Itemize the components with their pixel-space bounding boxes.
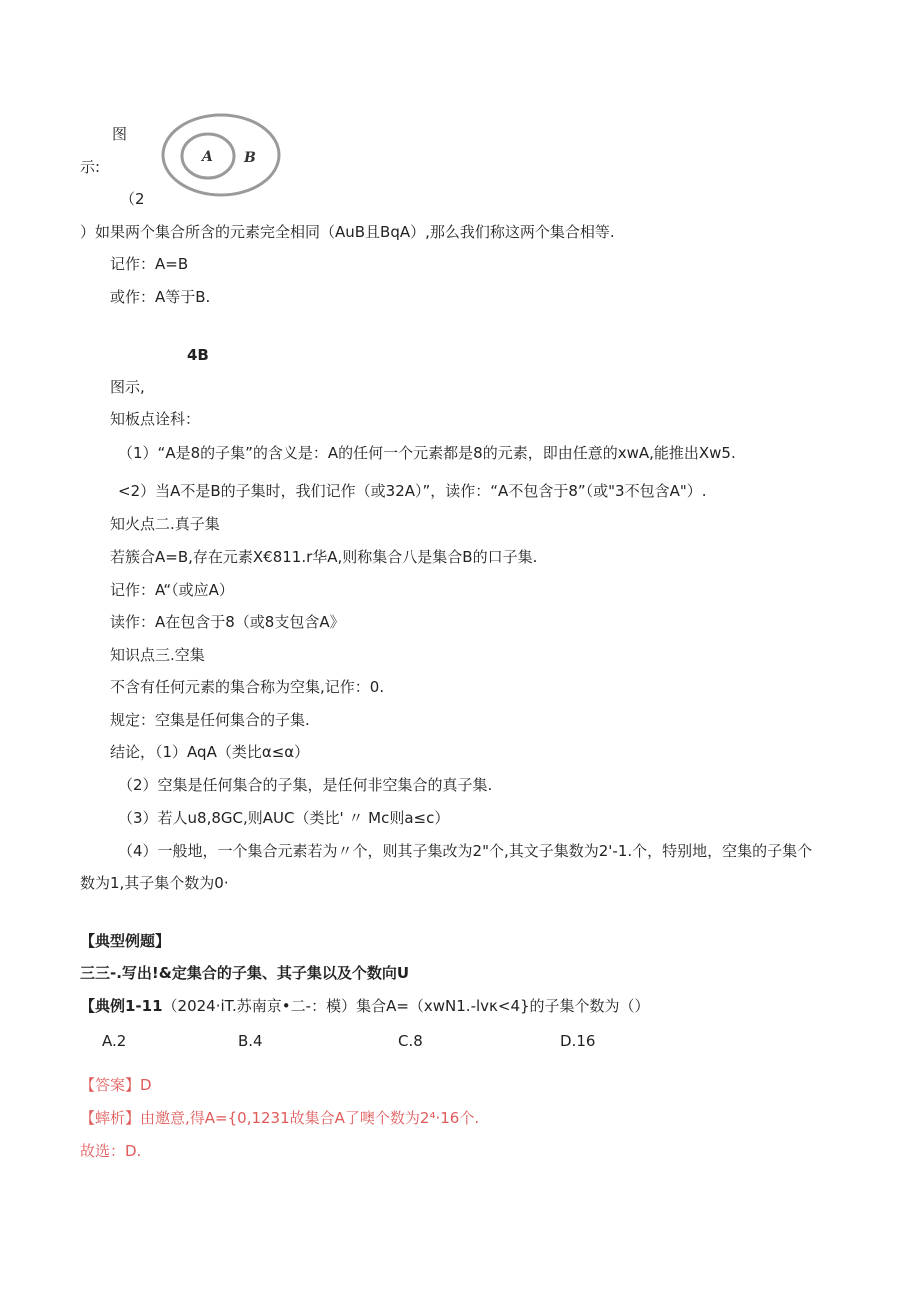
figure-label-top: 图	[112, 125, 128, 143]
section-title-proper-subset: 知火点二.真子集	[110, 515, 220, 533]
analysis-line	[80, 1108, 479, 1128]
conclusion-2: （2）空集是任何集合的子集，是任何非空集合的真子集.	[118, 776, 493, 794]
option-b: B.4	[238, 1032, 263, 1050]
option-d: D.16	[560, 1032, 596, 1050]
examples-heading: 【典型例题】	[80, 932, 171, 950]
section-title-empty-set: 知识点三.空集	[110, 646, 205, 664]
extension-title: 知板点诠科：	[110, 410, 201, 428]
analysis-text: 由邀意,得A={0,1231故集合A了噢个数为2⁴·16个.	[140, 1109, 480, 1127]
option-a: A.2	[102, 1032, 127, 1050]
figure2-label: 图示,	[110, 378, 145, 396]
conclusion-4-line1: （4）一般地，一个集合元素若为〃个，则其子集改为2"个,其文子集数为2'-1.个，特别地，空集的子集个	[118, 842, 813, 860]
equal-sets-definition: ）如果两个集合所含的元素完全相同（AuB且BqA）,那么我们称这两个集合相等.	[80, 223, 615, 241]
example-1	[80, 996, 650, 1016]
example-tag: 【典例1-11	[80, 997, 163, 1015]
equal-reading: 或作：A等于B.	[110, 288, 211, 306]
conclusion-1: 结论，（1）AqA（类比α≤α）	[110, 743, 310, 761]
example-question: （2024·iT.苏南京•二-：模）集合A=（xwN1.-lvκ<4}的子集个数为（）	[162, 997, 650, 1015]
proper-subset-definition: 若簇合A=B,存在元素X€811.r华A,则称集合八是集合B的口子集.	[110, 548, 538, 566]
option-c: C.8	[398, 1032, 423, 1050]
conclusion-3: （3）若人u8,8GC,则AUC（类比' 〃 Mc则a≤c）	[118, 809, 450, 827]
outer-set-label: B	[244, 150, 256, 166]
conclusion-line: 故选：D.	[80, 1142, 142, 1160]
empty-set-rule: 规定：空集是任何集合的子集.	[110, 711, 310, 729]
extension-point-2: <2）当A不是B的子集时，我们记作（或32A）”，读作：“A不包含于8”（或"3不包含A"）.	[118, 482, 707, 500]
answer-line: 【答案】D	[80, 1076, 152, 1094]
paragraph-number: （2	[120, 190, 145, 208]
conclusion-4-line2: 数为1,其子集个数为0·	[80, 874, 229, 892]
venn-diagram	[160, 112, 282, 198]
figure2-symbol: 4B	[187, 346, 209, 364]
inner-set-label: A	[202, 149, 213, 165]
extension-point-1: （1）“A是8的子集”的含义是：A的任何一个元素都是8的元素，即由任意的xwA,能推出Xw5.	[118, 444, 736, 462]
equal-notation: 记作：A=B	[110, 255, 189, 273]
empty-set-definition: 不含有任何元素的集合称为空集,记作：0.	[110, 678, 385, 696]
figure-label-bottom: 示:	[80, 158, 101, 176]
analysis-tag: 【蟀析】	[80, 1109, 141, 1127]
outer-set-ellipse	[163, 115, 279, 195]
proper-subset-reading: 读作：A在包含于8（或8支包含A》	[110, 613, 345, 631]
proper-subset-notation: 记作：A“（或应A）	[110, 581, 234, 599]
question-type-1: 三三-.写出!&定集合的子集、其子集以及个数向U	[80, 964, 410, 982]
